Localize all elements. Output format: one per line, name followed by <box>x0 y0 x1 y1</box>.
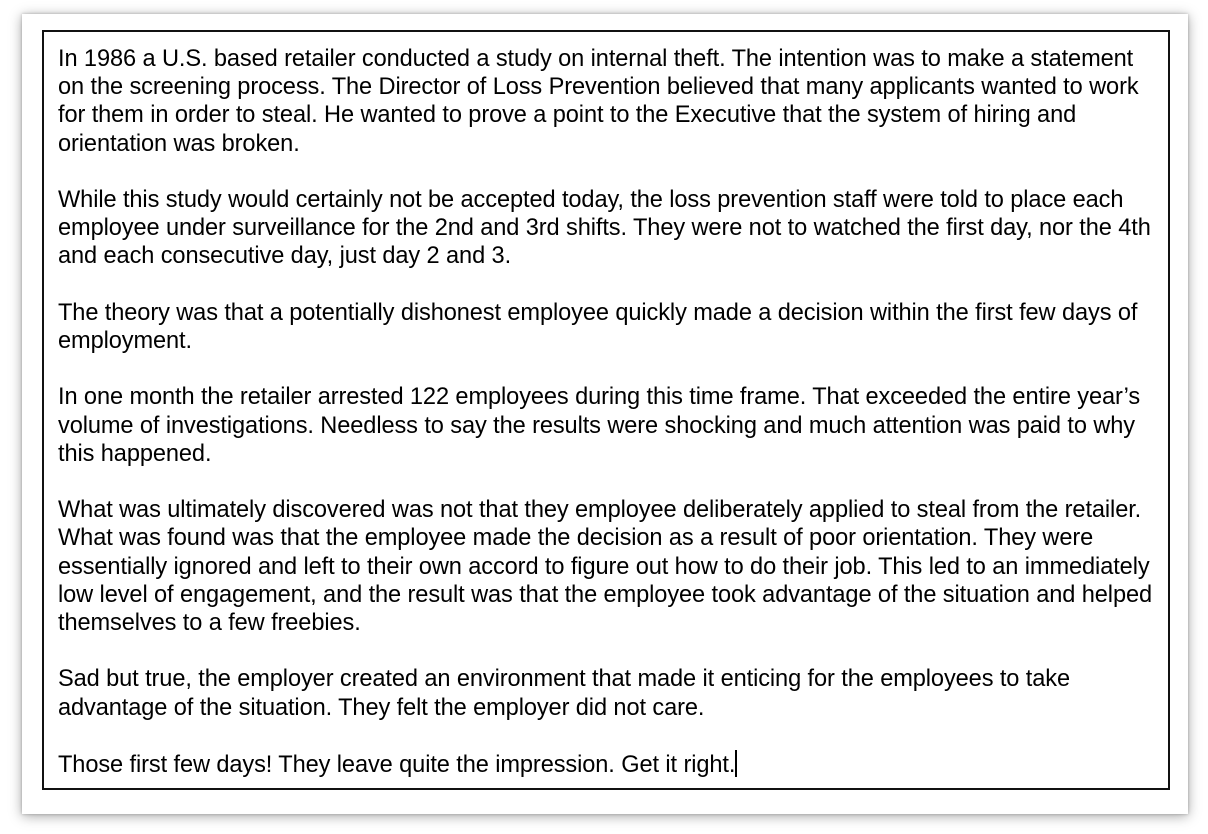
paragraph-7 <box>58 750 1154 779</box>
paragraph-7-text: Those first few days! They leave quite the impression. Get it right. <box>58 751 736 778</box>
paragraph-1: In 1986 a U.S. based retailer conducted a study on internal theft. The intention was to make a statement on the screening process. The Director of Loss Prevention believed that many applicants wanted to work for them in order to steal. He wanted to prove a point to the Executive that the system of hiring and orientation was broken. <box>58 46 1139 157</box>
paragraph-4: In one month the retailer arrested 122 employees during this time frame. That exceeded the entire year’s volume of investigations. Needless to say the results were shocking and much attention was paid to why this happened. <box>58 384 1141 467</box>
text-cursor <box>735 750 737 777</box>
document-page <box>22 14 1188 814</box>
paragraph-2: While this study would certainly not be accepted today, the loss prevention staff were told to place each employee under surveillance for the 2nd and 3rd shifts. They were not to watched the first day, nor the 4th and each consecutive day, just day 2 and 3. <box>58 187 1151 270</box>
paragraph-3: The theory was that a potentially dishonest employee quickly made a decision within the first few days of employment. <box>58 299 1138 354</box>
paragraph-6: Sad but true, the employer created an environment that made it enticing for the employees to take advantage of the situation. They felt the employer did not care. <box>58 666 1070 721</box>
text-box[interactable] <box>42 30 1170 790</box>
paragraph-5: What was ultimately discovered was not that they employee deliberately applied to steal from the retailer. What was found was that the employee made the decision as a result of poor orientation. They were essentially ignored and left to their own accord to figure out how to do their job. This led to an immediately low level of engagement, and the result was that the employee took advantage of the situation and helped themselves to a few freebies. <box>58 497 1153 636</box>
